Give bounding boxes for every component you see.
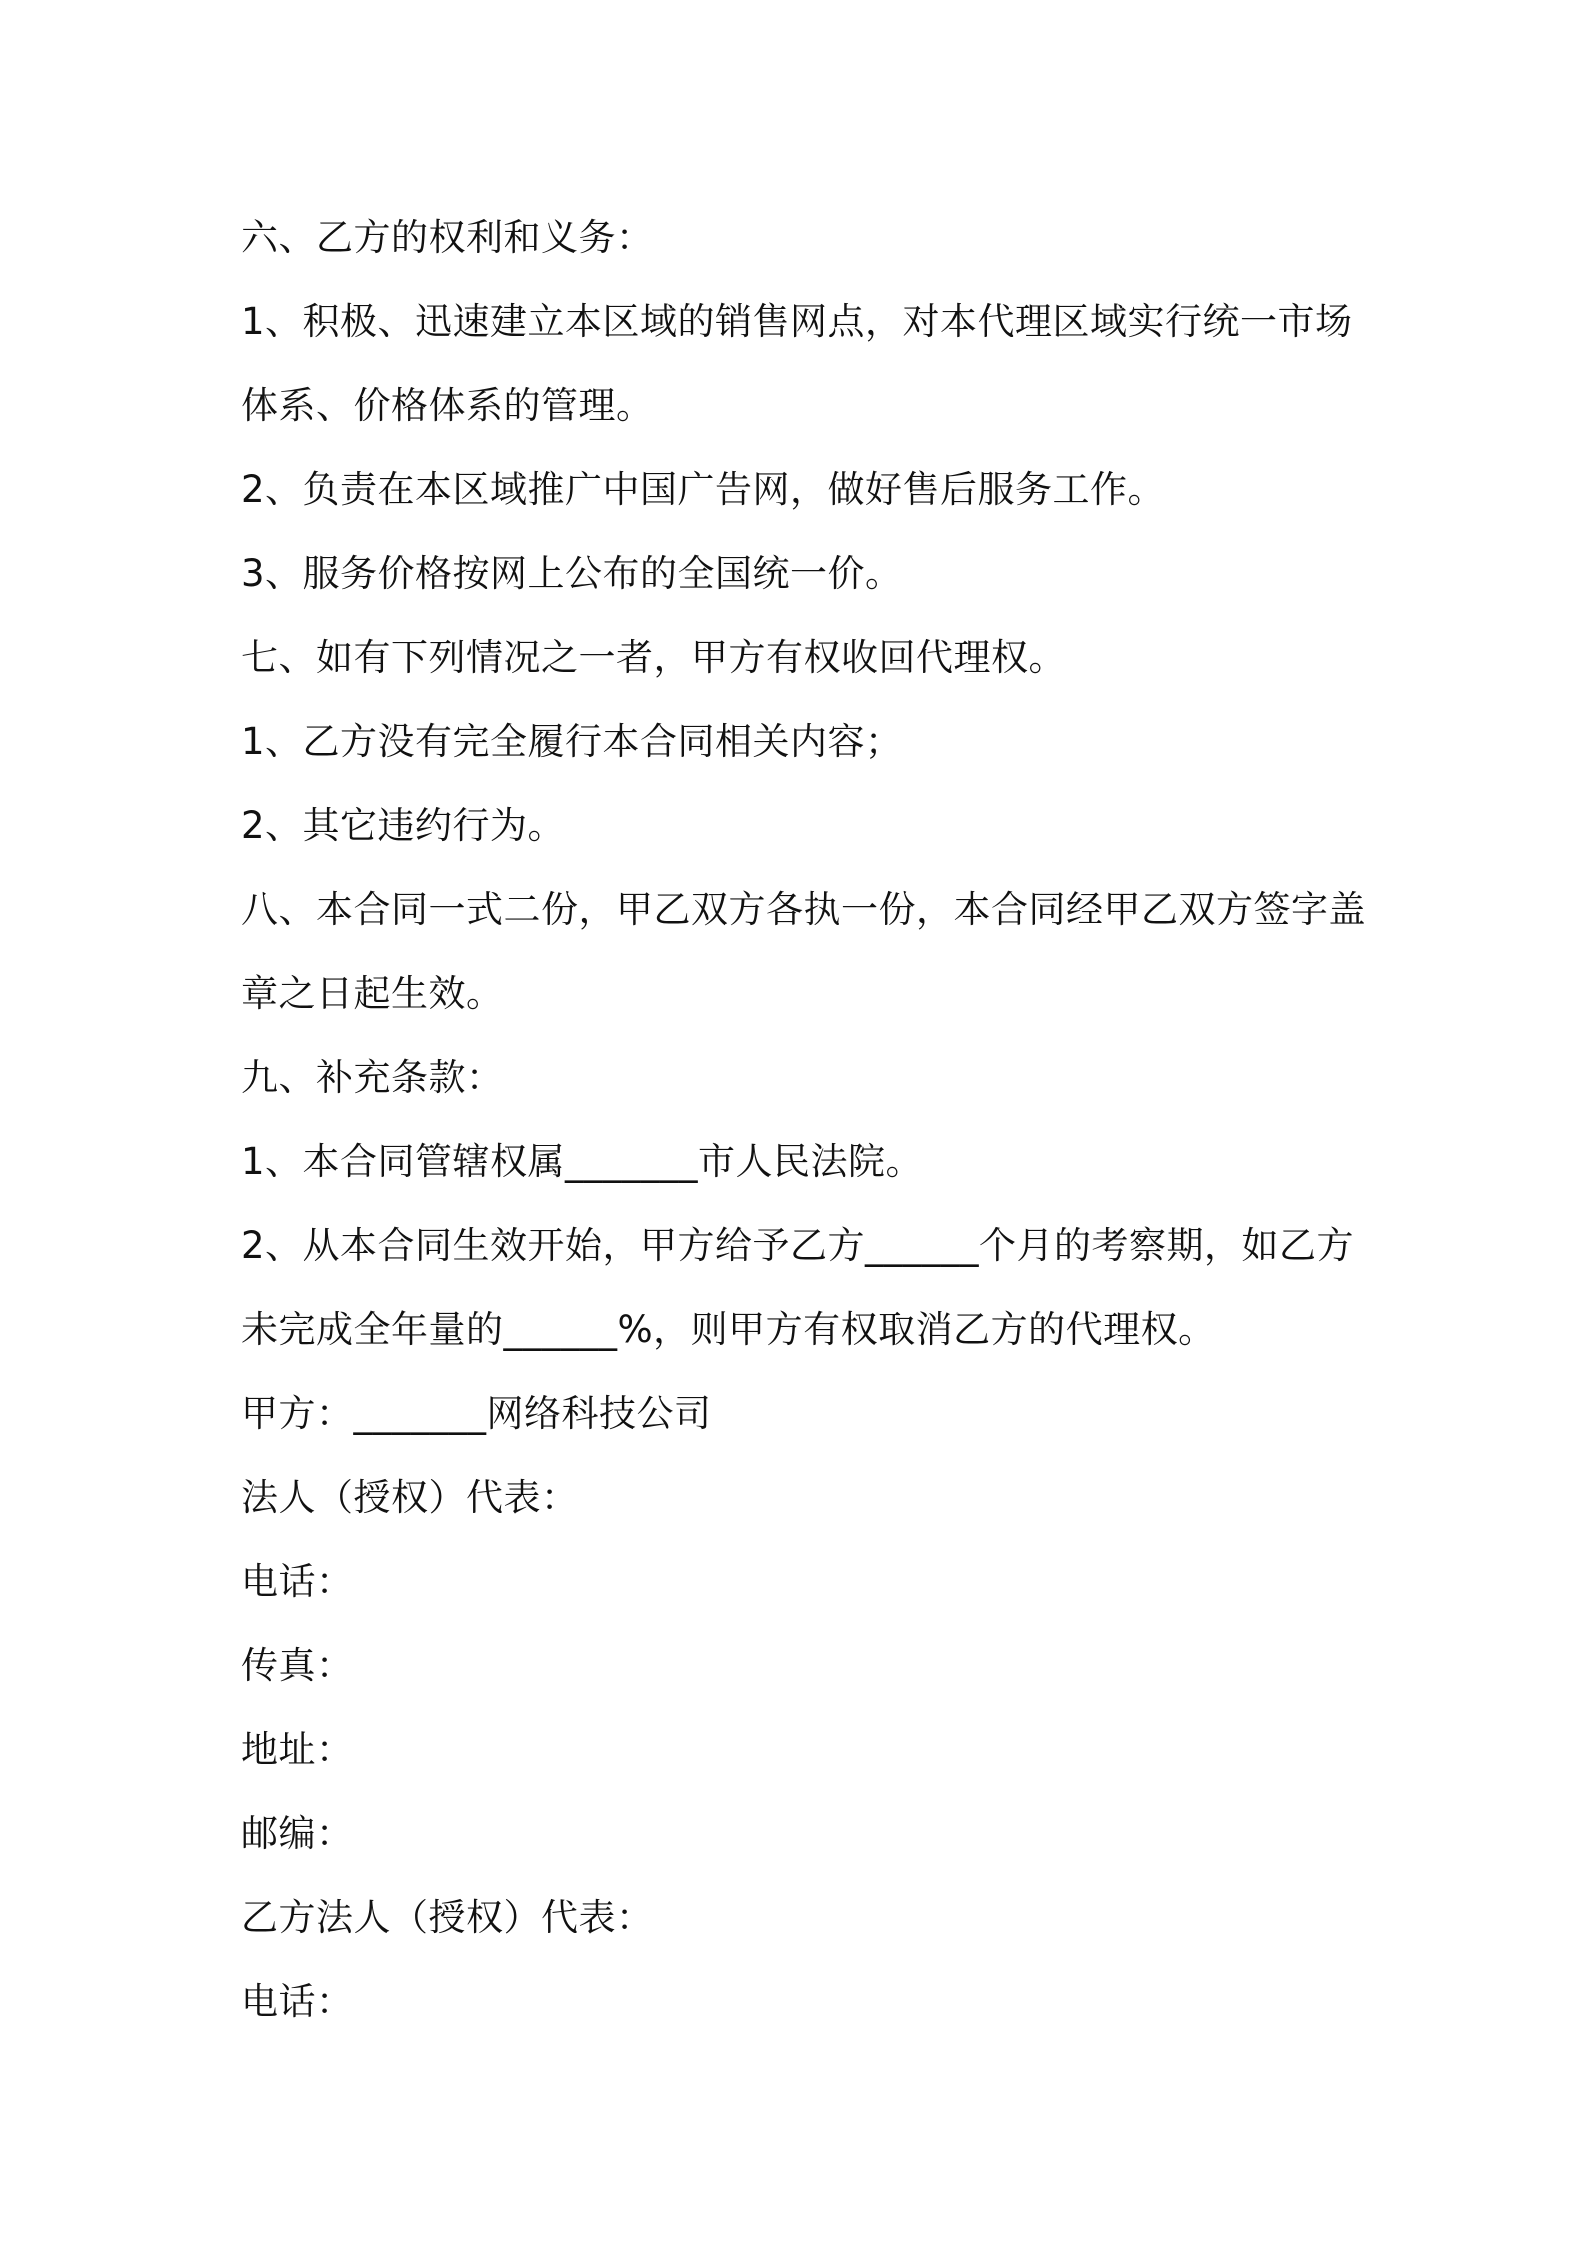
party-a-address: 地址： — [241, 1728, 354, 1771]
section-6-item-1-line-1: 1、积极、迅速建立本区域的销售网点，对本代理区域实行统一市场 — [241, 300, 1353, 343]
party-a-phone: 电话： — [241, 1560, 354, 1603]
section-7-item-1: 1、乙方没有完全履行本合同相关内容； — [241, 720, 903, 763]
section-7-heading: 七、如有下列情况之一者，甲方有权收回代理权。 — [241, 636, 1066, 679]
section-6-heading: 六、乙方的权利和义务： — [241, 216, 654, 259]
party-b-phone: 电话： — [241, 1980, 354, 2023]
section-7-item-2: 2、其它违约行为。 — [241, 804, 566, 847]
section-6-item-3: 3、服务价格按网上公布的全国统一价。 — [241, 552, 903, 595]
section-9-item-2-line-2: 未完成全年量的______%，则甲方有权取消乙方的代理权。 — [241, 1308, 1216, 1351]
party-a-fax: 传真： — [241, 1644, 354, 1687]
party-a-name: 甲方：_______网络科技公司 — [241, 1392, 712, 1435]
contract-text — [241, 196, 1366, 2044]
party-a-postcode: 邮编： — [241, 1812, 354, 1855]
section-8-line-2: 章之日起生效。 — [241, 972, 504, 1015]
section-8-line-1: 八、本合同一式二份，甲乙双方各执一份，本合同经甲乙双方签字盖 — [241, 888, 1366, 931]
section-9-item-1: 1、本合同管辖权属_______市人民法院。 — [241, 1140, 924, 1183]
section-9-heading: 九、补充条款： — [241, 1056, 504, 1099]
party-a-representative: 法人（授权）代表： — [241, 1476, 579, 1519]
section-6-item-1-line-2: 体系、价格体系的管理。 — [241, 384, 654, 427]
party-b-representative: 乙方法人（授权）代表： — [241, 1896, 654, 1939]
section-6-item-2: 2、负责在本区域推广中国广告网，做好售后服务工作。 — [241, 468, 1166, 511]
section-9-item-2-line-1: 2、从本合同生效开始，甲方给予乙方______个月的考察期，如乙方 — [241, 1224, 1355, 1267]
